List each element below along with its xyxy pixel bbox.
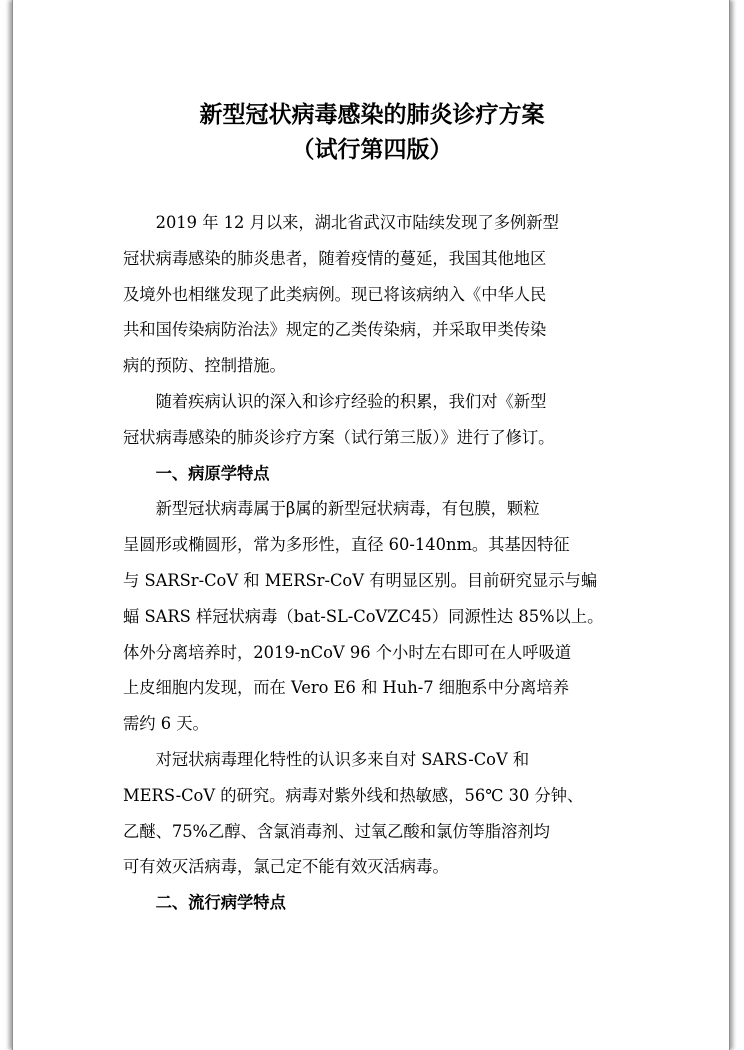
section-heading-etiology: 一、病原学特点 <box>155 463 270 483</box>
title-line-2: （试行第四版） <box>291 136 453 163</box>
title-line-1: 新型冠状病毒感染的肺炎诊疗方案 <box>199 101 545 128</box>
etiology-paragraph-1: 新型冠状病毒属于β属的新型冠状病毒，有包膜，颗粒 呈圆形或椭圆形，常为多形性，直径 60-140nm。其基因特征 与 SARSr-CoV 和 MERSr-CoV 有明显区别。目前研究显示与蝙 蝠 SARS 样冠状病毒（bat-SL-CoVZC45）同源性达 85%以上。 体外分离培养时，2019-nCoV 96 个小时左右即可在人呼吸道 上皮细胞内发现，而在 Vero E6 和 Huh-7 细胞系中分离培养 需约 6 天。 <box>123 499 604 734</box>
document-body <box>123 205 631 921</box>
intro-paragraph-1: 2019 年 12 月以来，湖北省武汉市陆续发现了多例新型 冠状病毒感染的肺炎患者，随着疫情的蔓延，我国其他地区 及境外也相继发现了此类病例。现已将该病纳入《中华人民 共和国传染病防治法》规定的乙类传染病，并采取甲类传染 病的预防、控制措施。 <box>123 213 559 376</box>
etiology-paragraph-2: 对冠状病毒理化特性的认识多来自对 SARS-CoV 和 MERS-CoV 的研究。病毒对紫外线和热敏感，56℃ 30 分钟、 乙醚、75%乙醇、含氯消毒剂、过氧乙酸和氯仿等脂溶剂均 可有效灭活病毒，氯己定不能有效灭活病毒。 <box>123 749 584 877</box>
document-title <box>13 97 731 167</box>
section-heading-epidemiology: 二、流行病学特点 <box>155 893 286 913</box>
intro-paragraph-2: 随着疾病认识的深入和诊疗经验的积累，我们对《新型 冠状病毒感染的肺炎诊疗方案（试行第三版）》进行了修订。 <box>123 391 555 447</box>
document-page <box>12 0 730 1050</box>
